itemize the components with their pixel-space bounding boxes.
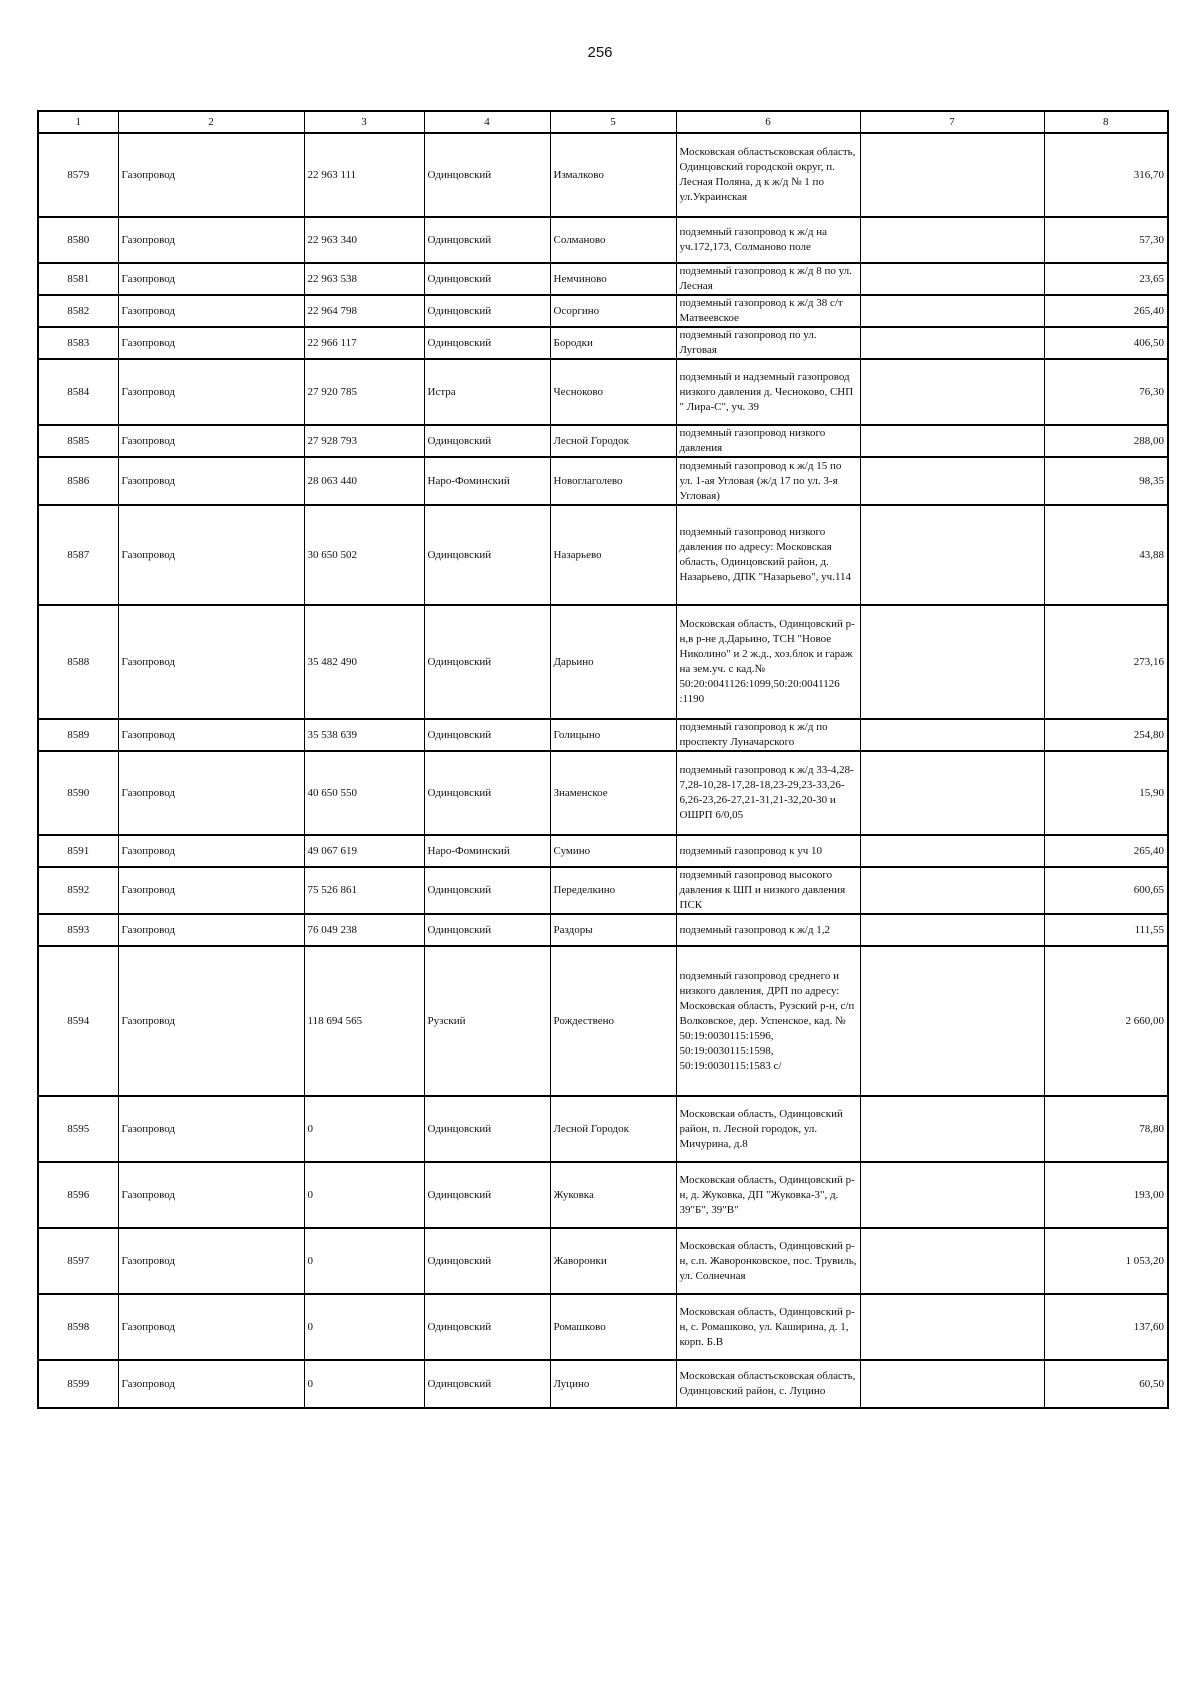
object-description: подземный газопровод к уч 10 [676, 835, 860, 867]
column-7-cell [860, 914, 1044, 946]
district-name: Одинцовский [424, 1096, 550, 1162]
column-7-cell [860, 1360, 1044, 1408]
column-7-cell [860, 457, 1044, 505]
object-type: Газопровод [118, 1228, 304, 1294]
object-type: Газопровод [118, 1096, 304, 1162]
object-type: Газопровод [118, 605, 304, 719]
object-value: 2 660,00 [1044, 946, 1168, 1096]
table-row [38, 605, 1168, 719]
row-number: 8582 [38, 295, 118, 327]
object-code: 40 650 550 [304, 751, 424, 835]
object-description: подземный газопровод по ул. Луговая [676, 327, 860, 359]
table-row [38, 133, 1168, 217]
column-header: 1 [38, 111, 118, 133]
table-row [38, 425, 1168, 457]
row-number: 8599 [38, 1360, 118, 1408]
row-number: 8596 [38, 1162, 118, 1228]
object-value: 273,16 [1044, 605, 1168, 719]
object-code: 35 482 490 [304, 605, 424, 719]
object-type: Газопровод [118, 1162, 304, 1228]
column-header: 7 [860, 111, 1044, 133]
object-code: 75 526 861 [304, 867, 424, 914]
object-code: 118 694 565 [304, 946, 424, 1096]
object-description: Московская область, Одинцовский р-н, с.п. Жаворонковское, пос. Трувиль, ул. Солнечная [676, 1228, 860, 1294]
table-row [38, 359, 1168, 425]
object-type: Газопровод [118, 359, 304, 425]
locality-name: Чесноково [550, 359, 676, 425]
object-value: 316,70 [1044, 133, 1168, 217]
object-type: Газопровод [118, 425, 304, 457]
locality-name: Луцино [550, 1360, 676, 1408]
row-number: 8586 [38, 457, 118, 505]
locality-name: Лесной Городок [550, 425, 676, 457]
locality-name: Жуковка [550, 1162, 676, 1228]
locality-name: Немчиново [550, 263, 676, 295]
district-name: Одинцовский [424, 263, 550, 295]
object-type: Газопровод [118, 295, 304, 327]
table-row [38, 1228, 1168, 1294]
column-header: 6 [676, 111, 860, 133]
object-type: Газопровод [118, 457, 304, 505]
object-code: 22 963 538 [304, 263, 424, 295]
object-type: Газопровод [118, 835, 304, 867]
district-name: Истра [424, 359, 550, 425]
object-code: 0 [304, 1162, 424, 1228]
column-7-cell [860, 605, 1044, 719]
column-header: 2 [118, 111, 304, 133]
object-description: подземный газопровод к ж/д 8 по ул. Лесная [676, 263, 860, 295]
object-type: Газопровод [118, 946, 304, 1096]
row-number: 8580 [38, 217, 118, 263]
column-7-cell [860, 1294, 1044, 1360]
district-name: Одинцовский [424, 1360, 550, 1408]
object-code: 49 067 619 [304, 835, 424, 867]
object-description: Московская область, Одинцовский район, п. Лесной городок, ул. Мичурина, д.8 [676, 1096, 860, 1162]
object-code: 22 966 117 [304, 327, 424, 359]
table-row [38, 946, 1168, 1096]
object-description: Московская областьсковская область, Одинцовский район, с. Луцино [676, 1360, 860, 1408]
object-code: 22 963 111 [304, 133, 424, 217]
object-value: 193,00 [1044, 1162, 1168, 1228]
district-name: Одинцовский [424, 133, 550, 217]
object-description: подземный газопровод к ж/д 38 с/т Матвеевское [676, 295, 860, 327]
object-code: 27 920 785 [304, 359, 424, 425]
page-number: 256 [587, 44, 613, 61]
column-header: 3 [304, 111, 424, 133]
district-name: Одинцовский [424, 425, 550, 457]
table-row [38, 1162, 1168, 1228]
object-value: 406,50 [1044, 327, 1168, 359]
column-7-cell [860, 133, 1044, 217]
row-number: 8592 [38, 867, 118, 914]
locality-name: Лесной Городок [550, 1096, 676, 1162]
district-name: Одинцовский [424, 1228, 550, 1294]
column-7-cell [860, 1096, 1044, 1162]
column-7-cell [860, 719, 1044, 751]
district-name: Одинцовский [424, 605, 550, 719]
object-code: 0 [304, 1294, 424, 1360]
object-code: 0 [304, 1228, 424, 1294]
district-name: Наро-Фоминский [424, 457, 550, 505]
object-value: 265,40 [1044, 835, 1168, 867]
column-7-cell [860, 1228, 1044, 1294]
object-description: подземный газопровод к ж/д 33-4,28-7,28-10,28-17,28-18,23-29,23-33,26-6,26-23,26-27,21-31,21-32,20-30 и ОШРП 6/0,05 [676, 751, 860, 835]
column-7-cell [860, 425, 1044, 457]
district-name: Одинцовский [424, 914, 550, 946]
object-type: Газопровод [118, 263, 304, 295]
object-description: Московская областьсковская область, Одинцовский городской округ, п. Лесная Поляна, д к ж/д № 1 по ул.Украинская [676, 133, 860, 217]
object-type: Газопровод [118, 505, 304, 605]
district-name: Наро-Фоминский [424, 835, 550, 867]
locality-name: Солманово [550, 217, 676, 263]
object-description: подземный газопровод к ж/д 1,2 [676, 914, 860, 946]
object-description: подземный газопровод среднего и низкого давления, ДРП по адресу: Московская область, Рузский р-н, с/п Волковское, дер. Успенское, кад. № 50:19:0030115:1596, 50:19:0030115:1598, 50:19:0030115:1583 с/ [676, 946, 860, 1096]
object-description: подземный газопровод к ж/д на уч.172,173, Солманово поле [676, 217, 860, 263]
column-7-cell [860, 217, 1044, 263]
column-7-cell [860, 327, 1044, 359]
table-row [38, 719, 1168, 751]
object-type: Газопровод [118, 217, 304, 263]
object-description: Московская область, Одинцовский р-н,в р-не д.Дарьино, ТСН "Новое Николино" и 2 ж.д., хоз.блок и гараж на зем.уч. с кад.№ 50:20:0041126:1099,50:20:0041126 :1190 [676, 605, 860, 719]
row-number: 8595 [38, 1096, 118, 1162]
object-code: 22 964 798 [304, 295, 424, 327]
row-number: 8593 [38, 914, 118, 946]
row-number: 8581 [38, 263, 118, 295]
object-value: 111,55 [1044, 914, 1168, 946]
object-type: Газопровод [118, 914, 304, 946]
object-code: 35 538 639 [304, 719, 424, 751]
row-number: 8588 [38, 605, 118, 719]
district-name: Одинцовский [424, 505, 550, 605]
object-description: Московская область, Одинцовский р-н, д. Жуковка, ДП "Жуковка-3", д. 39"Б", 39"В" [676, 1162, 860, 1228]
locality-name: Раздоры [550, 914, 676, 946]
row-number: 8583 [38, 327, 118, 359]
column-7-cell [860, 835, 1044, 867]
object-type: Газопровод [118, 327, 304, 359]
district-name: Одинцовский [424, 1294, 550, 1360]
object-value: 1 053,20 [1044, 1228, 1168, 1294]
locality-name: Назарьево [550, 505, 676, 605]
row-number: 8587 [38, 505, 118, 605]
object-code: 28 063 440 [304, 457, 424, 505]
locality-name: Рождествено [550, 946, 676, 1096]
object-type: Газопровод [118, 867, 304, 914]
locality-name: Измалково [550, 133, 676, 217]
row-number: 8594 [38, 946, 118, 1096]
object-value: 254,80 [1044, 719, 1168, 751]
object-value: 76,30 [1044, 359, 1168, 425]
row-number: 8585 [38, 425, 118, 457]
table-row [38, 867, 1168, 914]
object-value: 57,30 [1044, 217, 1168, 263]
object-description: подземный и надземный газопровод низкого давления д. Чесноково, СНП " Лира-С", уч. 39 [676, 359, 860, 425]
row-number: 8579 [38, 133, 118, 217]
column-7-cell [860, 867, 1044, 914]
row-number: 8589 [38, 719, 118, 751]
header-row [38, 111, 1168, 133]
object-description: подземный газопровод низкого давления [676, 425, 860, 457]
table-row [38, 1096, 1168, 1162]
district-name: Одинцовский [424, 295, 550, 327]
table-row [38, 457, 1168, 505]
object-value: 60,50 [1044, 1360, 1168, 1408]
object-type: Газопровод [118, 719, 304, 751]
table-row [38, 263, 1168, 295]
table-row [38, 217, 1168, 263]
object-description: подземный газопровод высокого давления к ШП и низкого давления ПСК [676, 867, 860, 914]
object-code: 22 963 340 [304, 217, 424, 263]
locality-name: Ромашково [550, 1294, 676, 1360]
object-description: подземный газопровод низкого давления по адресу: Московская область, Одинцовский район, д. Назарьево, ДПК "Назарьево", уч.114 [676, 505, 860, 605]
object-description: Московская область, Одинцовский р-н, с. Ромашково, ул. Каширина, д. 1, корп. Б.В [676, 1294, 860, 1360]
object-value: 43,88 [1044, 505, 1168, 605]
row-number: 8597 [38, 1228, 118, 1294]
locality-name: Переделкино [550, 867, 676, 914]
object-value: 265,40 [1044, 295, 1168, 327]
table-row [38, 505, 1168, 605]
table-row [38, 1294, 1168, 1360]
table-row [38, 295, 1168, 327]
object-value: 78,80 [1044, 1096, 1168, 1162]
column-7-cell [860, 946, 1044, 1096]
table-row [38, 327, 1168, 359]
row-number: 8591 [38, 835, 118, 867]
object-description: подземный газопровод к ж/д 15 по ул. 1-ая Угловая (ж/д 17 по ул. 3-я Угловая) [676, 457, 860, 505]
district-name: Одинцовский [424, 867, 550, 914]
object-value: 98,35 [1044, 457, 1168, 505]
column-7-cell [860, 295, 1044, 327]
object-value: 288,00 [1044, 425, 1168, 457]
district-name: Одинцовский [424, 1162, 550, 1228]
row-number: 8598 [38, 1294, 118, 1360]
object-code: 27 928 793 [304, 425, 424, 457]
locality-name: Бородки [550, 327, 676, 359]
district-name: Рузский [424, 946, 550, 1096]
object-code: 0 [304, 1360, 424, 1408]
column-7-cell [860, 1162, 1044, 1228]
locality-name: Голицыно [550, 719, 676, 751]
object-code: 30 650 502 [304, 505, 424, 605]
object-value: 23,65 [1044, 263, 1168, 295]
table-row [38, 914, 1168, 946]
district-name: Одинцовский [424, 719, 550, 751]
object-type: Газопровод [118, 751, 304, 835]
district-name: Одинцовский [424, 751, 550, 835]
locality-name: Сумино [550, 835, 676, 867]
object-type: Газопровод [118, 133, 304, 217]
table-row [38, 1360, 1168, 1408]
object-value: 15,90 [1044, 751, 1168, 835]
locality-name: Новоглаголево [550, 457, 676, 505]
object-type: Газопровод [118, 1294, 304, 1360]
object-value: 600,65 [1044, 867, 1168, 914]
locality-name: Знаменское [550, 751, 676, 835]
object-code: 0 [304, 1096, 424, 1162]
object-type: Газопровод [118, 1360, 304, 1408]
locality-name: Жаворонки [550, 1228, 676, 1294]
object-description: подземный газопровод к ж/д по проспекту Луначарского [676, 719, 860, 751]
locality-name: Дарьино [550, 605, 676, 719]
column-7-cell [860, 263, 1044, 295]
column-header: 4 [424, 111, 550, 133]
table-row [38, 751, 1168, 835]
column-header: 5 [550, 111, 676, 133]
object-code: 76 049 238 [304, 914, 424, 946]
district-name: Одинцовский [424, 327, 550, 359]
column-7-cell [860, 751, 1044, 835]
table-row [38, 835, 1168, 867]
column-7-cell [860, 505, 1044, 605]
row-number: 8590 [38, 751, 118, 835]
object-value: 137,60 [1044, 1294, 1168, 1360]
registry-table [37, 110, 1169, 1409]
row-number: 8584 [38, 359, 118, 425]
district-name: Одинцовский [424, 217, 550, 263]
locality-name: Осоргино [550, 295, 676, 327]
column-header: 8 [1044, 111, 1168, 133]
column-7-cell [860, 359, 1044, 425]
